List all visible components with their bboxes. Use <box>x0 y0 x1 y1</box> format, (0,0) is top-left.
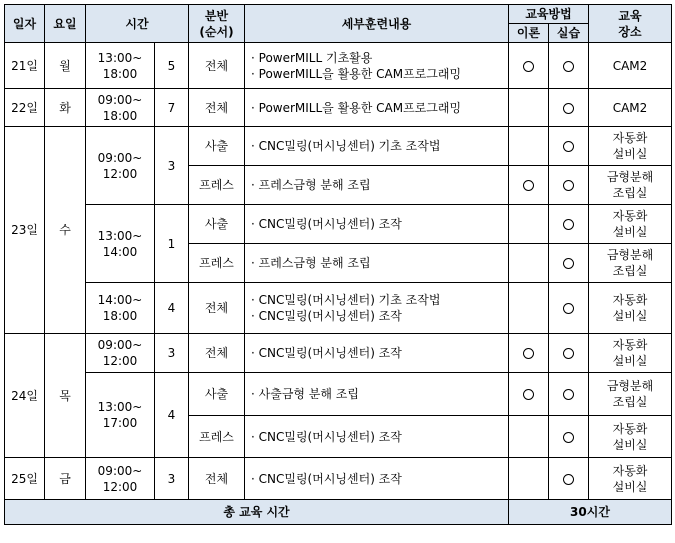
hours-cell: 5 <box>155 43 189 89</box>
hours-cell: 7 <box>155 89 189 127</box>
content-item: · PowerMILL을 활용한 CAM프로그래밍 <box>251 66 462 81</box>
header-method: 교육방법 <box>509 5 589 24</box>
circle-mark-icon <box>563 61 574 72</box>
circle-mark-icon <box>523 348 534 359</box>
place-cell: 자동화 설비실 <box>589 416 672 458</box>
practice-cell <box>549 416 589 458</box>
group-cell: 전체 <box>189 89 245 127</box>
group-cell: 프레스 <box>189 244 245 283</box>
content-item: · 프레스금형 분해 조립 <box>251 256 371 270</box>
date-cell: 21일 <box>5 43 45 89</box>
practice-cell <box>549 244 589 283</box>
place-cell: 금형분해 조립실 <box>589 166 672 205</box>
place-cell: 금형분해 조립실 <box>589 244 672 283</box>
theory-cell <box>509 43 549 89</box>
theory-cell <box>509 205 549 244</box>
theory-cell <box>509 244 549 283</box>
total-value: 30시간 <box>509 500 672 525</box>
hours-cell: 3 <box>155 334 189 373</box>
content-item: · CNC밀링(머시닝센터) 조작 <box>251 309 402 323</box>
content-item: · CNC밀링(머시닝센터) 기초 조작법 <box>251 293 441 307</box>
group-cell: 사출 <box>189 127 245 166</box>
day-cell: 금 <box>45 458 86 500</box>
day-cell: 월 <box>45 43 86 89</box>
table-row <box>5 458 672 500</box>
content-cell <box>245 205 509 244</box>
content-cell <box>245 416 509 458</box>
circle-mark-icon <box>563 389 574 400</box>
circle-mark-icon <box>523 389 534 400</box>
content-item: · PowerMILL 기초활용 <box>251 50 373 65</box>
content-item: · CNC밀링(머시닝센터) 조작 <box>251 471 402 486</box>
hours-cell: 1 <box>155 205 189 283</box>
circle-mark-icon <box>563 258 574 269</box>
group-cell: 전체 <box>189 334 245 373</box>
training-schedule-table <box>4 4 672 525</box>
content-item: · CNC밀링(머시닝센터) 조작 <box>251 346 402 360</box>
theory-cell <box>509 166 549 205</box>
hours-cell: 4 <box>155 283 189 334</box>
date-cell: 22일 <box>5 89 45 127</box>
header-time: 시간 <box>86 5 189 43</box>
day-cell: 목 <box>45 334 86 458</box>
time-cell: 13:00~ 14:00 <box>86 205 155 283</box>
theory-cell <box>509 458 549 500</box>
place-cell: 자동화 설비실 <box>589 205 672 244</box>
circle-mark-icon <box>563 141 574 152</box>
place-cell: 금형분해 조립실 <box>589 373 672 416</box>
theory-cell <box>509 373 549 416</box>
header-content: 세부훈련내용 <box>245 5 509 43</box>
circle-mark-icon <box>563 432 574 443</box>
day-cell: 화 <box>45 89 86 127</box>
practice-cell <box>549 283 589 334</box>
table-row <box>5 43 672 89</box>
total-label: 총 교육 시간 <box>5 500 509 525</box>
table-row <box>5 334 672 373</box>
group-cell: 사출 <box>189 373 245 416</box>
group-cell: 전체 <box>189 458 245 500</box>
group-cell: 프레스 <box>189 166 245 205</box>
circle-mark-icon <box>523 61 534 72</box>
content-cell <box>245 43 509 89</box>
theory-cell <box>509 89 549 127</box>
time-cell: 13:00~ 18:00 <box>86 43 155 89</box>
practice-cell <box>549 458 589 500</box>
content-item: · 프레스금형 분해 조립 <box>251 178 371 192</box>
circle-mark-icon <box>563 219 574 230</box>
date-cell: 25일 <box>5 458 45 500</box>
circle-mark-icon <box>523 180 534 191</box>
header-place: 교육 장소 <box>589 5 672 43</box>
table-row <box>5 283 672 334</box>
table-row <box>5 205 672 244</box>
practice-cell <box>549 334 589 373</box>
header-theory: 이론 <box>509 24 549 43</box>
content-cell <box>245 283 509 334</box>
practice-cell <box>549 127 589 166</box>
circle-mark-icon <box>563 103 574 114</box>
time-cell: 14:00~ 18:00 <box>86 283 155 334</box>
content-cell <box>245 458 509 500</box>
group-cell: 전체 <box>189 283 245 334</box>
date-cell: 24일 <box>5 334 45 458</box>
theory-cell <box>509 127 549 166</box>
content-cell <box>245 334 509 373</box>
total-row <box>5 500 672 525</box>
circle-mark-icon <box>563 303 574 314</box>
header-day: 요일 <box>45 5 86 43</box>
content-cell <box>245 127 509 166</box>
time-cell: 09:00~ 12:00 <box>86 334 155 373</box>
header-practice: 실습 <box>549 24 589 43</box>
hours-cell: 3 <box>155 458 189 500</box>
header-group: 분반 (순서) <box>189 5 245 43</box>
date-cell: 23일 <box>5 127 45 334</box>
place-cell: 자동화 설비실 <box>589 334 672 373</box>
theory-cell <box>509 283 549 334</box>
practice-cell <box>549 89 589 127</box>
content-item: · CNC밀링(머시닝센터) 기초 조작법 <box>251 139 441 153</box>
circle-mark-icon <box>563 180 574 191</box>
table-row <box>5 127 672 166</box>
place-cell: 자동화 설비실 <box>589 283 672 334</box>
place-cell: 자동화 설비실 <box>589 127 672 166</box>
content-cell <box>245 244 509 283</box>
practice-cell <box>549 205 589 244</box>
time-cell: 09:00~ 12:00 <box>86 458 155 500</box>
table-row <box>5 89 672 127</box>
content-cell <box>245 89 509 127</box>
practice-cell <box>549 373 589 416</box>
content-item: · CNC밀링(머시닝센터) 조작 <box>251 217 402 231</box>
group-cell: 프레스 <box>189 416 245 458</box>
circle-mark-icon <box>563 348 574 359</box>
circle-mark-icon <box>563 474 574 485</box>
theory-cell <box>509 416 549 458</box>
group-cell: 전체 <box>189 43 245 89</box>
content-item: · PowerMILL을 활용한 CAM프로그래밍 <box>251 100 462 115</box>
table-row <box>5 373 672 416</box>
header-date: 일자 <box>5 5 45 43</box>
content-item: · 사출금형 분해 조립 <box>251 387 359 401</box>
time-cell: 09:00~ 12:00 <box>86 127 155 205</box>
day-cell: 수 <box>45 127 86 334</box>
place-cell: CAM2 <box>589 89 672 127</box>
theory-cell <box>509 334 549 373</box>
hours-cell: 3 <box>155 127 189 205</box>
content-item: · CNC밀링(머시닝센터) 조작 <box>251 429 402 444</box>
place-cell: 자동화 설비실 <box>589 458 672 500</box>
hours-cell: 4 <box>155 373 189 458</box>
practice-cell <box>549 43 589 89</box>
place-cell: CAM2 <box>589 43 672 89</box>
time-cell: 13:00~ 17:00 <box>86 373 155 458</box>
group-cell: 사출 <box>189 205 245 244</box>
practice-cell <box>549 166 589 205</box>
content-cell <box>245 373 509 416</box>
time-cell: 09:00~ 18:00 <box>86 89 155 127</box>
content-cell <box>245 166 509 205</box>
